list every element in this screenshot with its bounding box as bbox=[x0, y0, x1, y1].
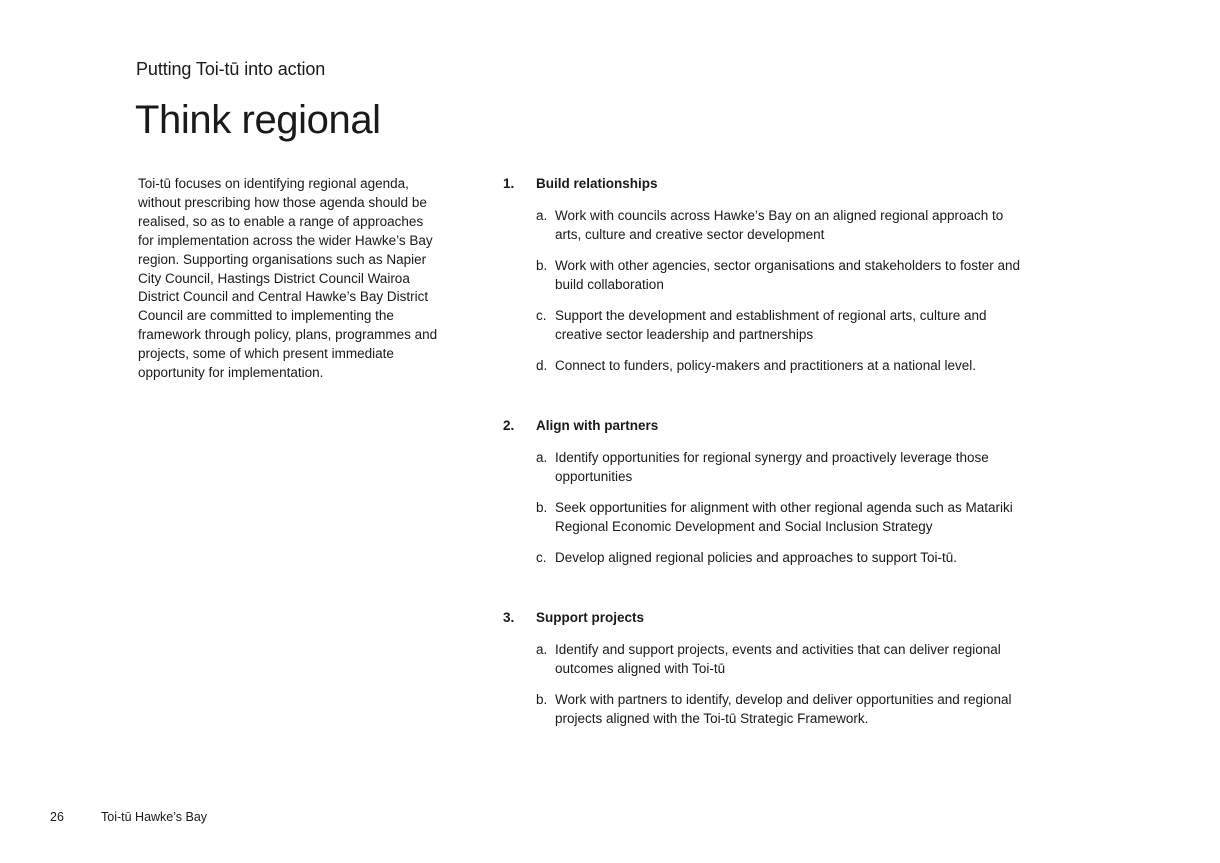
page-number: 26 bbox=[50, 810, 64, 824]
section-kicker: Putting Toi-tū into action bbox=[136, 59, 326, 79]
footer-doc-title: Toi-tū Hawke’s Bay bbox=[101, 810, 208, 824]
section-title: Align with partners bbox=[536, 418, 659, 433]
item-letter: b. bbox=[536, 692, 548, 707]
item-text: Support the development and establishment of regional arts, culture and creative sector leadership and partnerships bbox=[555, 308, 987, 342]
section-title: Support projects bbox=[536, 610, 645, 625]
list-item bbox=[536, 640, 1023, 678]
list-item bbox=[536, 498, 1023, 536]
section-title: Build relationships bbox=[536, 176, 658, 191]
item-letter: c. bbox=[536, 550, 547, 565]
list-item bbox=[536, 306, 1023, 344]
item-letter: a. bbox=[536, 208, 548, 223]
intro-paragraph: Toi-tū focuses on identifying regional agenda, without prescribing how those agenda should be realised, so as to enable a range of approaches for implementation across the wider Hawke’s Bay region. Supporting organisations such as Napier City Council, Hastings District Council Wairoa District Council and Central Hawke’s Bay District Council are committed to implementing the framework through policy, plans, programmes and projects, some of which present immediate opportunity for implementation. bbox=[138, 176, 438, 381]
list-item bbox=[536, 548, 1023, 567]
list-item bbox=[536, 690, 1023, 728]
section-heading bbox=[503, 609, 1023, 627]
action-sections bbox=[503, 175, 1023, 740]
item-text: Identify and support projects, events and activities that can deliver regional outcomes aligned with Toi-tū bbox=[555, 642, 1001, 676]
item-letter: b. bbox=[536, 500, 548, 515]
section-number: 2. bbox=[503, 418, 515, 433]
item-text: Work with partners to identify, develop and deliver opportunities and regional projects aligned with the Toi-tū Strategic Framework. bbox=[555, 692, 1012, 726]
item-text: Develop aligned regional policies and approaches to support Toi-tū. bbox=[555, 550, 958, 565]
page-title: Think regional bbox=[135, 98, 381, 142]
item-letter: d. bbox=[536, 358, 548, 373]
item-text: Work with other agencies, sector organisations and stakeholders to foster and build collaboration bbox=[555, 258, 1021, 292]
item-letter: b. bbox=[536, 258, 548, 273]
section-support-projects bbox=[503, 609, 1023, 728]
section-items bbox=[536, 448, 1023, 567]
item-letter: c. bbox=[536, 308, 547, 323]
section-align-with-partners bbox=[503, 417, 1023, 609]
section-heading bbox=[503, 175, 1023, 193]
list-item bbox=[536, 448, 1023, 486]
section-heading bbox=[503, 417, 1023, 435]
list-item bbox=[536, 256, 1023, 294]
list-item bbox=[536, 206, 1023, 244]
section-number: 1. bbox=[503, 176, 515, 191]
section-items bbox=[536, 640, 1023, 728]
item-text: Identify opportunities for regional synergy and proactively leverage those opportunities bbox=[555, 450, 989, 484]
section-items bbox=[536, 206, 1023, 375]
section-number: 3. bbox=[503, 610, 515, 625]
item-text: Work with councils across Hawke’s Bay on an aligned regional approach to arts, culture and creative sector development bbox=[555, 208, 1004, 242]
section-build-relationships bbox=[503, 175, 1023, 417]
list-item bbox=[536, 356, 1023, 375]
item-text: Seek opportunities for alignment with other regional agenda such as Matariki Regional Economic Development and Social Inclusion Strategy bbox=[555, 500, 1013, 534]
item-text: Connect to funders, policy-makers and practitioners at a national level. bbox=[555, 358, 976, 373]
item-letter: a. bbox=[536, 642, 548, 657]
item-letter: a. bbox=[536, 450, 548, 465]
